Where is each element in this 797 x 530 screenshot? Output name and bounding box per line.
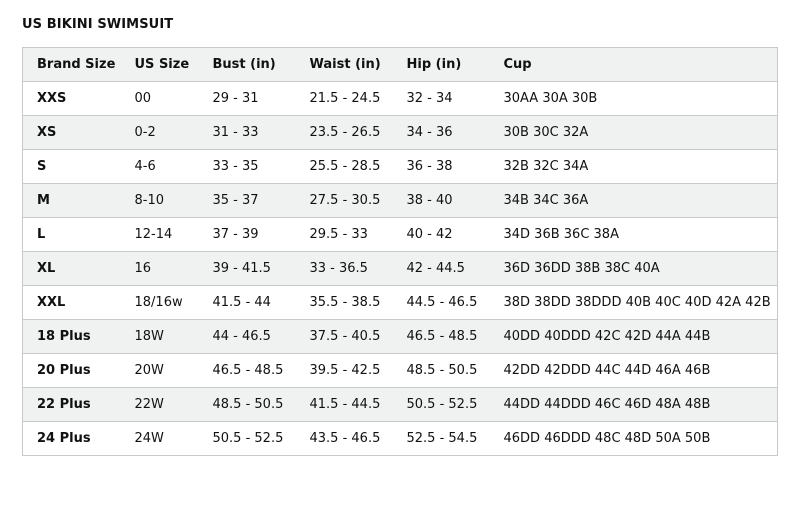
- cell-cup: 34B 34C 36A: [490, 184, 778, 218]
- header-bust: Bust (in): [199, 48, 296, 82]
- table-row: [23, 422, 778, 456]
- cell-hip: 50.5 - 52.5: [393, 388, 490, 422]
- cell-brand-size: 18 Plus: [23, 320, 121, 354]
- cell-us-size: 0-2: [121, 116, 199, 150]
- cell-hip: 52.5 - 54.5: [393, 422, 490, 456]
- table-row: [23, 150, 778, 184]
- cell-us-size: 00: [121, 82, 199, 116]
- header-waist: Waist (in): [296, 48, 393, 82]
- page-title: US BIKINI SWIMSUIT: [22, 17, 174, 32]
- cell-hip: 34 - 36: [393, 116, 490, 150]
- cell-waist: 29.5 - 33: [296, 218, 393, 252]
- table-row: [23, 184, 778, 218]
- cell-brand-size: M: [23, 184, 121, 218]
- cell-bust: 31 - 33: [199, 116, 296, 150]
- cell-hip: 42 - 44.5: [393, 252, 490, 286]
- cell-cup: 46DD 46DDD 48C 48D 50A 50B: [490, 422, 778, 456]
- cell-bust: 39 - 41.5: [199, 252, 296, 286]
- cell-waist: 39.5 - 42.5: [296, 354, 393, 388]
- cell-waist: 23.5 - 26.5: [296, 116, 393, 150]
- cell-cup: 36D 36DD 38B 38C 40A: [490, 252, 778, 286]
- cell-bust: 50.5 - 52.5: [199, 422, 296, 456]
- cell-bust: 41.5 - 44: [199, 286, 296, 320]
- cell-bust: 37 - 39: [199, 218, 296, 252]
- header-cup: Cup: [490, 48, 778, 82]
- cell-cup: 30AA 30A 30B: [490, 82, 778, 116]
- table-header-row: [23, 48, 778, 82]
- cell-us-size: 22W: [121, 388, 199, 422]
- cell-waist: 21.5 - 24.5: [296, 82, 393, 116]
- cell-brand-size: 24 Plus: [23, 422, 121, 456]
- table-row: [23, 354, 778, 388]
- cell-cup: 40DD 40DDD 42C 42D 44A 44B: [490, 320, 778, 354]
- cell-hip: 46.5 - 48.5: [393, 320, 490, 354]
- cell-hip: 38 - 40: [393, 184, 490, 218]
- cell-us-size: 18/16w: [121, 286, 199, 320]
- table-row: [23, 218, 778, 252]
- cell-us-size: 4-6: [121, 150, 199, 184]
- cell-hip: 48.5 - 50.5: [393, 354, 490, 388]
- cell-bust: 29 - 31: [199, 82, 296, 116]
- cell-us-size: 18W: [121, 320, 199, 354]
- cell-hip: 36 - 38: [393, 150, 490, 184]
- cell-bust: 48.5 - 50.5: [199, 388, 296, 422]
- cell-cup: 32B 32C 34A: [490, 150, 778, 184]
- cell-cup: 44DD 44DDD 46C 46D 48A 48B: [490, 388, 778, 422]
- cell-waist: 41.5 - 44.5: [296, 388, 393, 422]
- cell-us-size: 8-10: [121, 184, 199, 218]
- table-row: [23, 82, 778, 116]
- cell-bust: 35 - 37: [199, 184, 296, 218]
- cell-waist: 35.5 - 38.5: [296, 286, 393, 320]
- cell-cup: 30B 30C 32A: [490, 116, 778, 150]
- header-hip: Hip (in): [393, 48, 490, 82]
- table-row: [23, 252, 778, 286]
- cell-waist: 33 - 36.5: [296, 252, 393, 286]
- cell-us-size: 16: [121, 252, 199, 286]
- cell-cup: 34D 36B 36C 38A: [490, 218, 778, 252]
- header-us-size: US Size: [121, 48, 199, 82]
- cell-brand-size: XXL: [23, 286, 121, 320]
- cell-brand-size: S: [23, 150, 121, 184]
- cell-brand-size: 20 Plus: [23, 354, 121, 388]
- header-brand-size: Brand Size: [23, 48, 121, 82]
- cell-brand-size: XXS: [23, 82, 121, 116]
- cell-cup: 38D 38DD 38DDD 40B 40C 40D 42A 42B: [490, 286, 778, 320]
- cell-us-size: 12-14: [121, 218, 199, 252]
- cell-cup: 42DD 42DDD 44C 44D 46A 46B: [490, 354, 778, 388]
- table-body: [23, 82, 778, 456]
- cell-bust: 44 - 46.5: [199, 320, 296, 354]
- cell-waist: 43.5 - 46.5: [296, 422, 393, 456]
- cell-brand-size: 22 Plus: [23, 388, 121, 422]
- cell-us-size: 24W: [121, 422, 199, 456]
- table-row: [23, 388, 778, 422]
- cell-hip: 32 - 34: [393, 82, 490, 116]
- cell-waist: 25.5 - 28.5: [296, 150, 393, 184]
- cell-brand-size: XL: [23, 252, 121, 286]
- cell-hip: 40 - 42: [393, 218, 490, 252]
- cell-us-size: 20W: [121, 354, 199, 388]
- cell-waist: 27.5 - 30.5: [296, 184, 393, 218]
- cell-brand-size: L: [23, 218, 121, 252]
- table-row: [23, 116, 778, 150]
- cell-bust: 33 - 35: [199, 150, 296, 184]
- size-chart-table: [22, 47, 778, 456]
- table-row: [23, 286, 778, 320]
- cell-brand-size: XS: [23, 116, 121, 150]
- cell-bust: 46.5 - 48.5: [199, 354, 296, 388]
- table-row: [23, 320, 778, 354]
- cell-waist: 37.5 - 40.5: [296, 320, 393, 354]
- cell-hip: 44.5 - 46.5: [393, 286, 490, 320]
